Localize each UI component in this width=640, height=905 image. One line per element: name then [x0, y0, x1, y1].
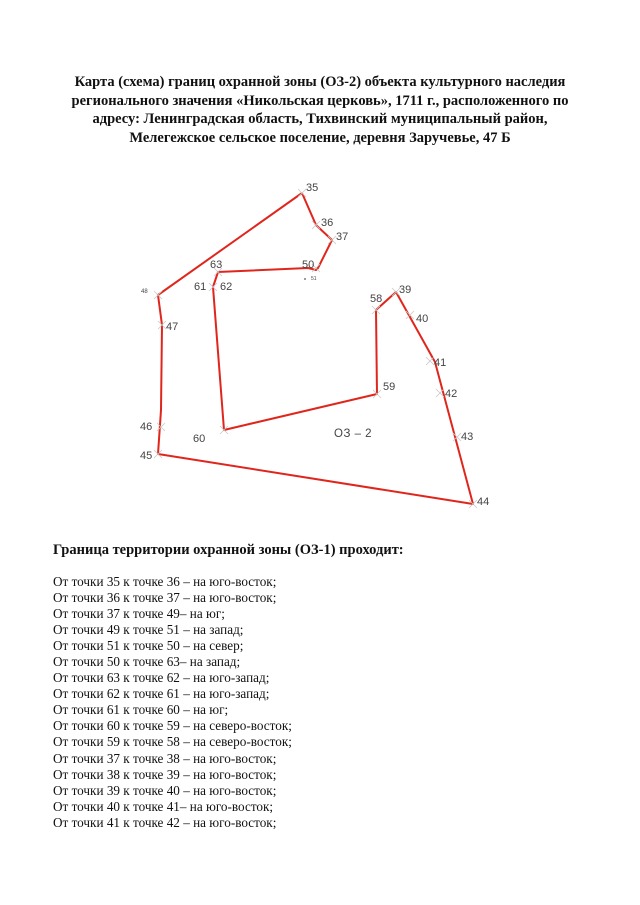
list-item: От точки 60 к точке 59 – на северо-восток;	[53, 718, 292, 734]
point-label-50: 50	[302, 259, 315, 271]
point-label-63: 63	[210, 259, 223, 271]
list-item: От точки 61 к точке 60 – на юг;	[53, 702, 229, 718]
list-item: От точки 37 к точке 38 – на юго-восток;	[53, 750, 277, 766]
marker-37	[328, 236, 336, 244]
point-label-51: 51	[311, 276, 317, 282]
point-label-36: 36	[321, 217, 334, 229]
title-line: регионального значения «Никольская церковь», 1711 г., расположенного по	[71, 92, 569, 109]
list-item: От точки 39 к точке 40 – на юго-восток;	[53, 782, 277, 798]
point-label-42: 42	[445, 388, 458, 400]
list-item: От точки 40 к точке 41– на юго-восток;	[53, 798, 274, 814]
list-item: От точки 37 к точке 49– на юг;	[53, 606, 225, 622]
zone-label: ОЗ – 2	[334, 428, 373, 440]
point-label-45: 45	[140, 450, 153, 462]
list-item: От точки 50 к точке 63– на запад;	[53, 654, 241, 670]
point-label-44: 44	[477, 496, 490, 508]
point-label-59: 59	[383, 381, 396, 393]
list-item: От точки 62 к точке 61 – на юго-запад;	[53, 686, 270, 702]
boundary-polygon	[158, 193, 473, 504]
boundary-description-list	[53, 574, 292, 831]
list-item: От точки 59 к точке 58 – на северо-восток;	[53, 734, 292, 750]
point-label-37: 37	[336, 231, 349, 243]
point-label-58: 58	[370, 293, 383, 305]
point-label-39: 39	[399, 284, 412, 296]
section-heading: Граница территории охранной зоны (ОЗ-1) проходит:	[53, 542, 404, 558]
point-label-41: 41	[434, 357, 447, 369]
point-label-35: 35	[306, 182, 319, 194]
point-label-48: 48	[141, 289, 148, 295]
boundary-line-outer	[158, 193, 473, 504]
point-dot-51	[304, 278, 306, 280]
list-item: От точки 38 к точке 39 – на юго-восток;	[53, 766, 277, 782]
list-item: От точки 49 к точке 51 – на запад;	[53, 622, 244, 638]
point-label-47: 47	[166, 321, 179, 333]
list-item: От точки 51 к точке 50 – на север;	[53, 638, 244, 654]
list-item: От точки 41 к точке 42 – на юго-восток;	[53, 814, 277, 830]
point-label-62: 62	[220, 281, 233, 293]
title-line: Карта (схема) границ охранной зоны (ОЗ-2) объекта культурного наследия	[74, 74, 566, 90]
point-label-61: 61	[194, 281, 207, 293]
title-line: Мелегежское сельское поселение, деревня Заручевье, 47 Б	[129, 129, 511, 146]
point-label-40: 40	[416, 313, 429, 325]
marker-35	[298, 189, 306, 197]
list-item: От точки 36 к точке 37 – на юго-восток;	[53, 590, 277, 606]
title-line: адресу: Ленинградская область, Тихвинский муниципальный район,	[92, 111, 548, 127]
marker-36	[312, 221, 320, 229]
point-label-43: 43	[461, 431, 474, 443]
list-item: От точки 35 к точке 36 – на юго-восток;	[53, 574, 277, 589]
list-item: От точки 63 к точке 62 – на юго-запад;	[53, 670, 270, 686]
point-label-46: 46	[140, 421, 153, 433]
point-label-60: 60	[193, 433, 206, 445]
marker-41	[426, 357, 434, 365]
